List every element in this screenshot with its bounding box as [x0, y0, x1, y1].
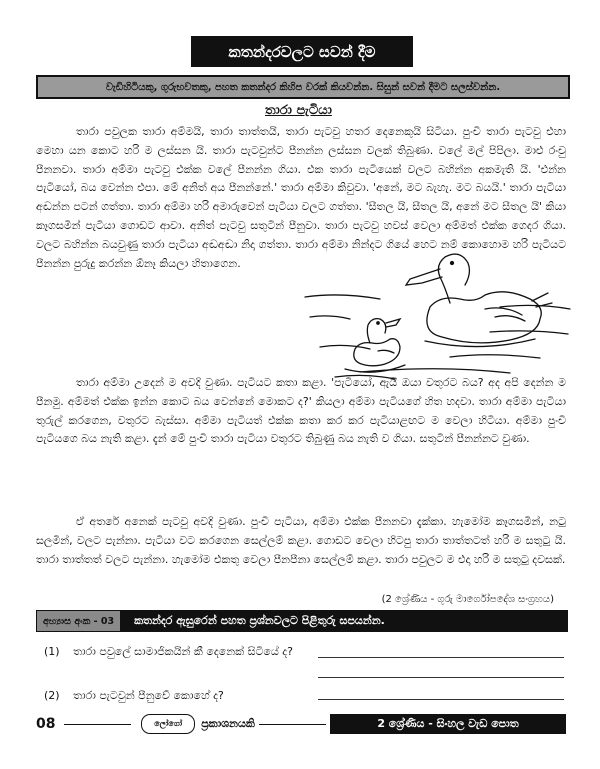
answer-line-1a[interactable]: [318, 657, 564, 658]
exercise-bar: [36, 610, 568, 632]
question-2-number: (2): [44, 689, 60, 702]
publisher-logo: ලෝගෝ: [141, 714, 195, 734]
story-paragraph-2-text: තාරා අම්මා උදෙන් ම අවදි වුණා. පැටියට කතා කළා. 'පැටියෝ, ඇයි ඔයා වතුරට බය? අද අපි දෙන්න ම පීනමු. අම්මත් එක්ක ඉන්න කොට බය වෙන්නේ මොකට ද?' කියලා අම්මා පැටියගේ හිත හදවා. තාරා අම්මා පැටියා තුරුල් කරගෙන, වතුරට බැස්සා. අම්මා පැටියත් එක්ක කතා කර කර පැටියාළඟට ම වෙලා හිටියා. අම්මා පුංචි පැටියගෙ බය නැති කළා. දැන් මේ පුංචි තාරා පැටියා වතුරට තිබුණු බය නැති ව ගියා. සතුටින් පීනන්නට වුණා.: [36, 376, 566, 446]
exercise-instruction: කතන්දර ඇසුරෙන් පහත ප්‍රශ්නවලට පිළිතුරු සපයන්න.: [134, 614, 385, 627]
question-1-number: (1): [44, 645, 60, 658]
question-2: [44, 689, 224, 703]
question-2-text: තාරා පැටවුන් පීනුවේ කොහේ ද?: [73, 689, 224, 702]
instruction-bar: වැඩිහිටියකු, ගුරුභවතකු, පහත කතන්දර කිහිප වරක් කියවන්න. සිසුන් සවන් දීමට සලස්වන්න.: [36, 75, 570, 99]
footer-rule: [64, 724, 131, 725]
story-paragraph-1-text: තාරා පවුලක තාරා අම්මයි, තාරා තාත්තයි, තාරා පැටවු හතර දෙනෙකුයි සිටියා. පුංචි තාරා පැටවු එහා මෙහා යන කොට හරි ම ලස්සන යි. තාරා පැටවුන්ට පීනන්න ලස්සන වලක් තිබුණා. වලේ මල් පිපිලා. මාළු රංචු පීනනවා. තාරා අම්මා පැටවු එක්ක වලේ පීනන්න ගියා. එක තාරා පැටියෙක් වලට බහින්න අකමැති යි. 'එන්න පැටියෝ, බය වෙන්න එපා. මේ අනිත් අය පීනන්නේ.' තාරා අම්මා කිවුවා. 'අනේ, මට බැහැ. මට බයයි.' තාරා පැටියා අඬන්න පටන් ගත්තා. තාරා අම්මා හරි අමාරුවෙන් පැටියා වලට ගත්තා. 'සීතල යි, සීතල යි, අනේ මට සීතල යි' කියා කෑගසමින් පැටියා ගොඩට ආවා. අනිත් පැටවු සතුටින් පීනුවා. තාරා පැටවු හවස් වෙලා අම්මත් එක්ක ගෙදර ගියා. වලට බහින්න බයවුණු තාරා පැටියා අඬඅඬා නිදා ගත්තා. තාරා අම්මා නින්දට ගියේ හෙට නම් කොහොම හරි පැටියට පීනන්න පුරුදු කරන්න ඕනෑ කියලා හිතාගෙන.: [36, 125, 566, 270]
page-title: කතන්දරවලට සවන් දීම: [191, 36, 413, 67]
page-number: 08: [36, 716, 56, 732]
answer-line-1b[interactable]: [318, 677, 564, 678]
page-footer: [36, 714, 566, 734]
answer-line-2[interactable]: [318, 699, 564, 700]
footer-rule-2: [259, 724, 326, 725]
question-1-text: තාරා පවුලේ සාමාජිකයින් කී දෙනෙක් සිටියේ ද?: [73, 645, 294, 658]
source-citation: (2 ශ්‍රේණිය - ගුරු මාර්ගෝපදේශ සංග්‍රහය): [381, 594, 554, 605]
publisher-name: ප්‍රකාශනයකි: [201, 717, 255, 730]
story-paragraph-3: [36, 513, 566, 593]
story-paragraph-2: [36, 374, 566, 524]
duck-illustration: [300, 237, 575, 387]
story-paragraph-3-text: ඒ අතරේ අනෙක් පැටවු අවදි වුණා. පුංචි පැටියා, අම්මා එක්ක පීනනවා දැක්කා. හැමෝම කෑගසමින්, නටු සලමින්, වලට පැන්නා. පැටියා වට කරගෙන සෙල්ලම් කළා. ගොඩට වෙලා හිටපු තාරා තාත්තටත් හරි ම සතුටු යි. තාරා තාත්තත් වලට පැන්නා. හැමෝම එකතු වෙලා පීනපීනා සෙල්ලම් කළා. තාරා පවුලට ම එදා හරි ම සතුටු දවසක්.: [36, 515, 566, 566]
exercise-number-label: අභ්‍යාස අංක - 03: [37, 611, 120, 631]
question-1: [44, 645, 293, 659]
story-title: තාරා පැටියා: [265, 103, 332, 118]
book-title: 2 ශ්‍රේණිය - සිංහල වැඩ පොත: [330, 714, 566, 734]
